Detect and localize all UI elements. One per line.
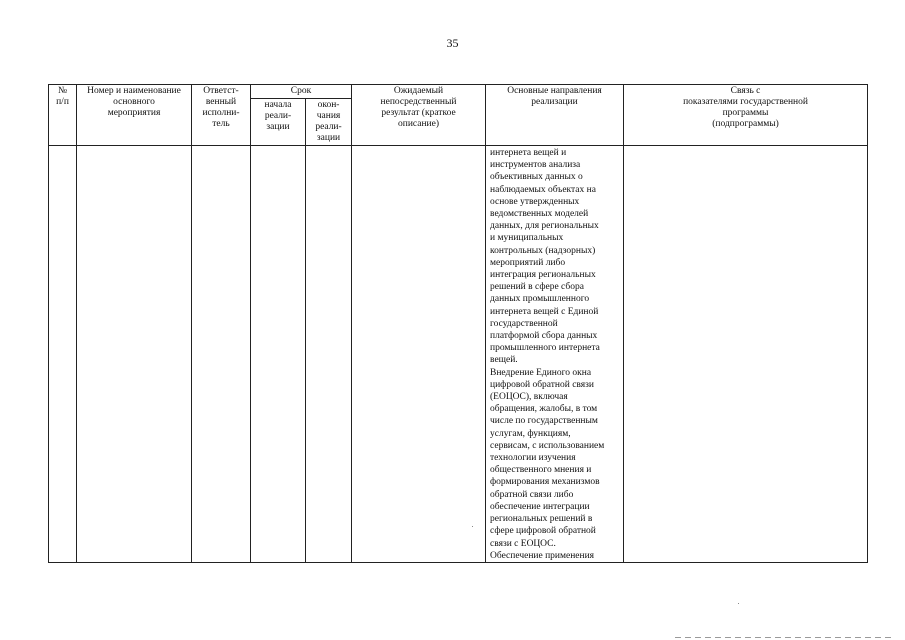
header-activity-name: Номер и наименование основного мероприятия	[77, 85, 192, 146]
cell-num	[49, 146, 77, 563]
header-term: Срок	[251, 85, 352, 99]
directions-paragraph-1: интернета вещей и инструментов анализа объективных данных о наблюдаемых объектах на основе утвержденных ведомственных моделей данных, для региональных и муниципальных контрольных (надзорных) мероприятий либо интеграция региональных решений в сфере сбора данных промышленного интернета вещей с Единой государственной платформой сбора данных промышленного интернета вещей.	[490, 148, 600, 366]
page-number: 35	[446, 36, 459, 50]
directions-paragraph-3: Обеспечение применения	[490, 550, 595, 561]
cell-link-indicators	[624, 146, 868, 563]
table-row	[49, 146, 868, 563]
scan-artifact-line	[675, 637, 895, 638]
cell-term-end	[306, 146, 352, 563]
header-directions: Основные направления реализации	[486, 85, 624, 146]
cell-directions	[486, 146, 624, 563]
activities-table	[48, 84, 868, 563]
directions-paragraph-2: Внедрение Единого окна цифровой обратной связи (ЕОЦОС), включая обращения, жалобы, в том числе по государственным услугам, функциям, сервисам, с использованием технологии изучения общественного мнения и формирования механизмов обратной связи либо обеспечение интеграции региональных решений в сфере цифровой обратной связи с ЕОЦОС.	[490, 367, 605, 549]
header-term-end: окон- чания реали- зации	[306, 99, 352, 146]
header-row-1	[49, 85, 868, 99]
header-expected-result: Ожидаемый непосредственный результат (краткое описание)	[352, 85, 486, 146]
header-link-indicators: Связь с показателями государственной программы (подпрограммы)	[624, 85, 868, 146]
header-executor: Ответст- венный исполни- тель	[192, 85, 251, 146]
header-term-start: начала реали- зации	[251, 99, 306, 146]
scan-speck	[472, 526, 473, 527]
header-num: № п/п	[49, 85, 77, 146]
cell-term-start	[251, 146, 306, 563]
cell-activity-name	[77, 146, 192, 563]
cell-executor	[192, 146, 251, 563]
cell-expected-result	[352, 146, 486, 563]
scan-speck	[738, 603, 739, 604]
